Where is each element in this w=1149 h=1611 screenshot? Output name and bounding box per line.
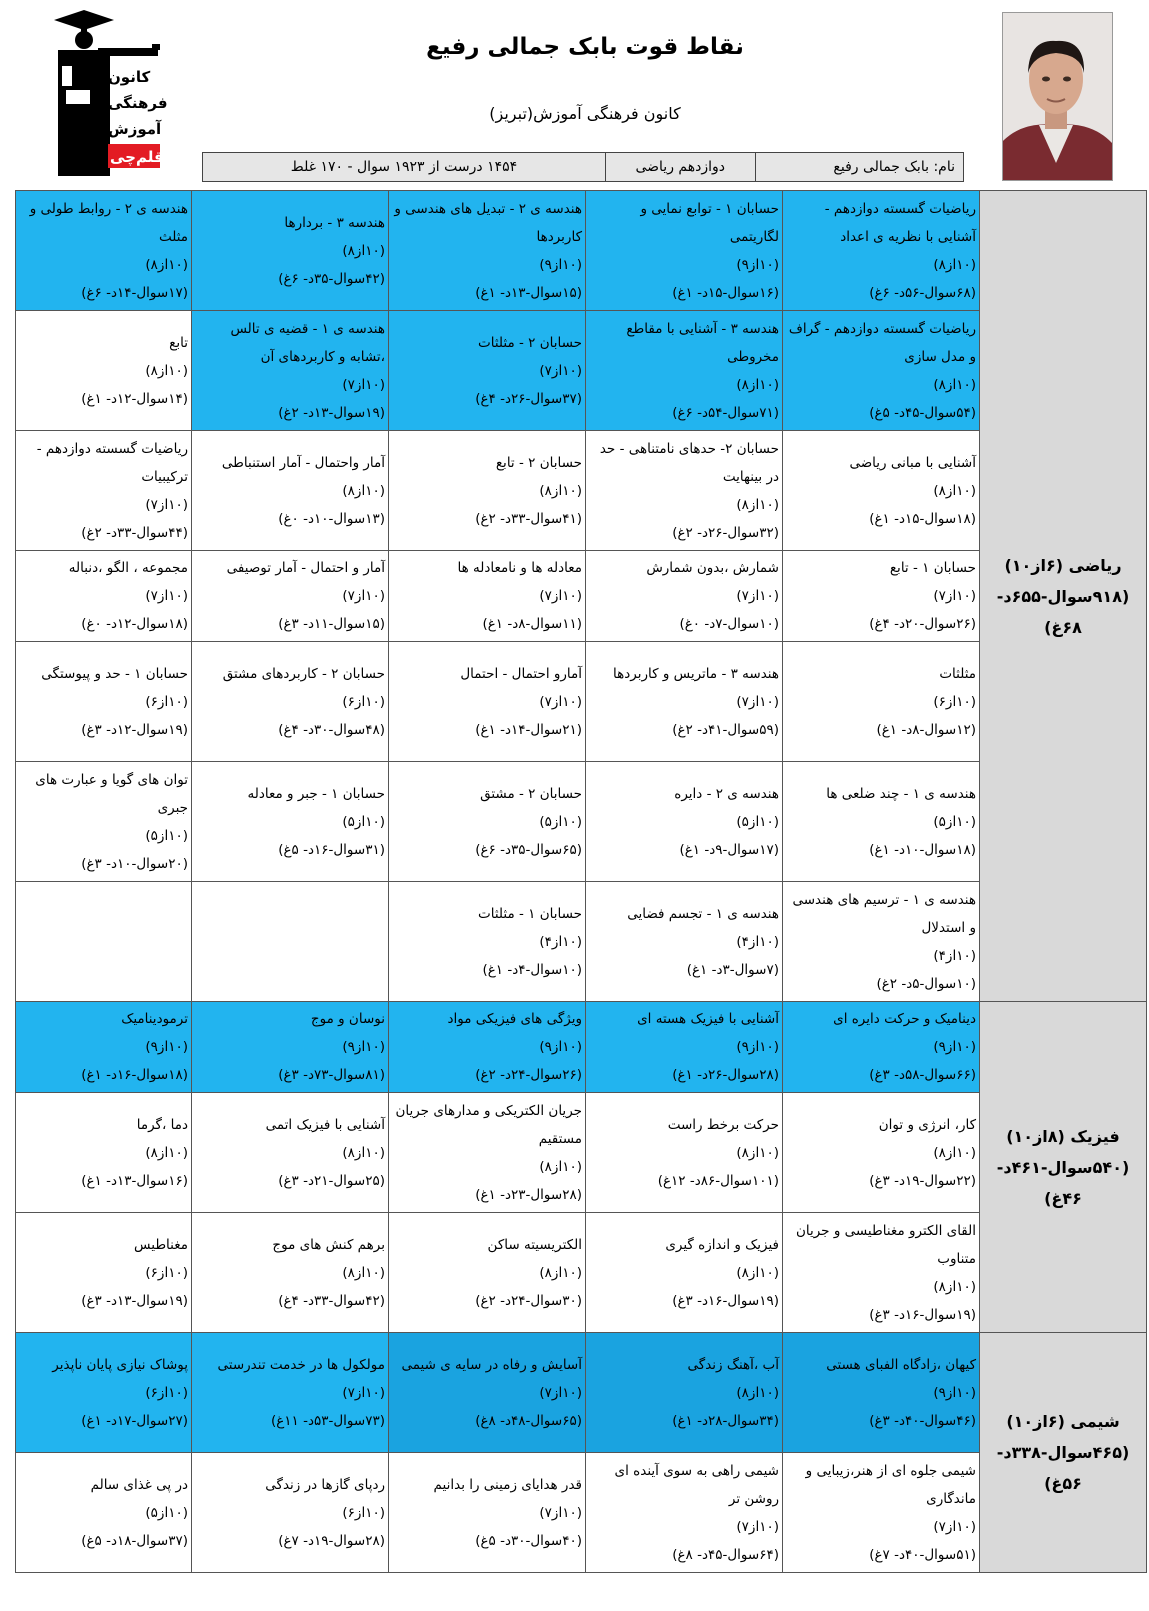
topic-cell [192, 551, 389, 642]
topic-counts: (۳۷سوال-۱۸د- ۵غ) [81, 1532, 188, 1549]
topic-counts: (۳۴سوال-۲۸د- ۱غ) [672, 1412, 779, 1429]
topic-counts: (۴۸سوال-۳۰د- ۴غ) [278, 721, 385, 738]
topic-counts: (۱۹سوال-۱۳د- ۲غ) [278, 404, 385, 421]
topic-score: (۱۰از۵) [145, 827, 188, 844]
report-title: نقاط قوت بابک جمالی رفیع [426, 34, 744, 60]
topic-score: (۱۰از۷) [736, 588, 779, 604]
table-row [16, 551, 1147, 642]
topic-score: (۱۰از۶) [145, 1384, 188, 1401]
topic-cell [389, 551, 586, 642]
topic-cell [389, 1213, 586, 1333]
topic-name: برهم کنش های موج [272, 1236, 385, 1253]
student-name: نام: بابک جمالی رفیع [755, 153, 963, 181]
topic-score: (۱۰از۸) [736, 496, 779, 513]
topic-cell [389, 191, 586, 311]
topic-counts: (۳۲سوال-۲۶د- ۲غ) [672, 524, 779, 541]
topic-cell [783, 1002, 980, 1093]
topic-name: نوسان و موج [310, 1011, 385, 1027]
topic-score: (۱۰از۹) [342, 1039, 385, 1055]
topic-score: (۱۰از۹) [933, 1384, 976, 1401]
topic-counts: (۷۳سوال-۵۳د- ۱۱غ) [270, 1412, 385, 1429]
topic-cell [16, 1002, 192, 1093]
topic-name: الکتریسیته ساکن [487, 1236, 582, 1253]
topic-name: هندسه ۳ - آشنایی با مقاطع مخروطی [626, 320, 779, 365]
topic-counts: (۸۱سوال-۷۳د- ۳غ) [278, 1067, 385, 1083]
topic-score: (۱۰از۸) [933, 256, 976, 273]
topic-cell [389, 642, 586, 762]
topic-counts: (۲۰سوال-۱۰د- ۳غ) [81, 855, 188, 872]
topic-name: حسابان ۲ - مثلثات [478, 334, 582, 351]
topic-name: آشنایی با فیزیک اتمی [265, 1116, 385, 1133]
strengths-table [16, 190, 1147, 1573]
topic-counts: (۱۰سوال-۷د- ۰غ) [679, 616, 779, 632]
topic-name: کار، انرژی و توان [878, 1116, 976, 1133]
topic-name: ریاضیات گسسته دوازدهم - گراف و مدل سازی [788, 320, 976, 365]
topic-counts: (۴۱سوال-۳۳د- ۲غ) [475, 510, 582, 527]
topic-cell [16, 551, 192, 642]
topic-cell [16, 191, 192, 311]
student-grade: دوازدهم ریاضی [605, 153, 755, 181]
topic-score: (۱۰از۶) [342, 1504, 385, 1521]
topic-name: هندسه ۳ - بردارها [284, 214, 385, 231]
topic-counts: (۲۸سوال-۱۹د- ۷غ) [278, 1532, 385, 1549]
topic-cell [389, 431, 586, 551]
topic-counts: (۵۱سوال-۴۰د- ۷غ) [869, 1546, 976, 1563]
table-row [16, 1213, 1147, 1333]
topic-cell [783, 431, 980, 551]
topic-score: (۱۰از۷) [342, 1384, 385, 1401]
topic-score: (۱۰از۸) [145, 1144, 188, 1161]
subject-cell: ریاضی (۶از۱۰) (۹۱۸سوال-۶۵۵د- ۶۸غ) [980, 191, 1147, 1002]
topic-score: (۱۰از۷) [539, 1384, 582, 1401]
topic-cell [16, 431, 192, 551]
topic-cell [389, 1093, 586, 1213]
topic-name: پوشاک نیازی پایان ناپذیر [52, 1356, 188, 1373]
topic-score: (۱۰از۷) [736, 693, 779, 710]
topic-counts: (۲۸سوال-۲۶د- ۱غ) [672, 1067, 779, 1083]
topic-score: (۱۰از۹) [539, 256, 582, 273]
topic-name: حسابان ۱ - حد و پیوستگی [41, 665, 188, 682]
topic-cell [192, 762, 389, 882]
topic-counts: (۶۴سوال-۴۵د- ۸غ) [672, 1546, 779, 1563]
topic-cell [192, 431, 389, 551]
topic-cell [192, 311, 389, 431]
topic-score: (۱۰از۹) [933, 1039, 976, 1055]
table-row [16, 642, 1147, 762]
topic-name: آسایش و رفاه در سایه ی شیمی [401, 1356, 582, 1373]
topic-cell [192, 1213, 389, 1333]
topic-score: (۱۰از۵) [736, 813, 779, 830]
topic-score: (۱۰از۸) [342, 1264, 385, 1281]
topic-counts: (۷سوال-۳د- ۱غ) [686, 961, 779, 978]
topic-score: (۱۰از۹) [539, 1039, 582, 1055]
topic-counts: (۴۲سوال-۳۳د- ۴غ) [278, 1292, 385, 1309]
topic-cell [16, 762, 192, 882]
topic-counts: (۶۶سوال-۵۸د- ۳غ) [869, 1067, 976, 1083]
topic-name: ویژگی های فیزیکی مواد [447, 1011, 582, 1027]
report-subtitle: کانون فرهنگی آموزش(تبریز) [489, 104, 681, 123]
topic-score: (۱۰از۷) [539, 1504, 582, 1521]
topic-cell [586, 882, 783, 1002]
topic-score: (۱۰از۷) [539, 693, 582, 710]
topic-name: هندسه ی ۲ - تبدیل های هندسی و کاربردها [394, 200, 582, 245]
topic-counts: (۱۸سوال-۱۶د- ۱غ) [81, 1067, 188, 1083]
topic-score: (۱۰از۴) [736, 933, 779, 950]
topic-score: (۱۰از۸) [736, 1264, 779, 1281]
topic-cell [192, 191, 389, 311]
topic-score: (۱۰از۶) [933, 693, 976, 710]
topic-cell [389, 882, 586, 1002]
topic-cell [192, 1333, 389, 1453]
topic-cell [586, 642, 783, 762]
topic-name: آب ،آهنگ زندگی [687, 1356, 779, 1373]
topic-cell [192, 1002, 389, 1093]
report-header [0, 0, 1149, 190]
topic-name: هندسه ی ۲ - روابط طولی و مثلث [29, 200, 188, 245]
topic-counts: (۱۵سوال-۱۳د- ۱غ) [475, 284, 582, 301]
topic-name: هندسه ی ۱ - قضیه ی تالس ،تشابه و کاربردهای آن [230, 320, 385, 365]
topic-name: حسابان ۱ - مثلثات [478, 905, 582, 922]
topic-score: (۱۰از۸) [342, 482, 385, 499]
topic-name: حسابان ۲ - مشتق [480, 785, 582, 802]
topic-score: (۱۰از۹) [145, 1039, 188, 1055]
topic-counts: (۳۰سوال-۲۴د- ۲غ) [475, 1292, 582, 1309]
topic-name: شیمی جلوه ای از هنر،زیبایی و ماندگاری [805, 1462, 976, 1507]
student-stats: ۱۴۵۴ درست از ۱۹۲۳ سوال - ۱۷۰ غلط [290, 159, 518, 175]
topic-name: در پی غذای سالم [90, 1476, 188, 1493]
topic-cell [586, 191, 783, 311]
logo-line-1: کانون [108, 68, 151, 86]
topic-cell [389, 1002, 586, 1093]
topic-cell [16, 1213, 192, 1333]
topic-cell [586, 551, 783, 642]
topic-name: حسابان ۲- حدهای نامتناهی - حد در بینهایت [599, 440, 779, 485]
topic-name: حسابان ۱ - تابع [889, 560, 976, 576]
topic-score: (۱۰از۸) [145, 362, 188, 379]
table-row [16, 1333, 1147, 1453]
subject-cell: شیمی (۶از۱۰) (۴۶۵سوال-۳۳۸د- ۵۶غ) [980, 1333, 1147, 1573]
topic-score: (۱۰از۸) [933, 1144, 976, 1161]
logo-line-2: فرهنگی [108, 94, 168, 112]
topic-name: جریان الکتریکی و مدارهای جریان مستقیم [395, 1102, 582, 1147]
topic-counts: (۲۲سوال-۱۹د- ۳غ) [869, 1172, 976, 1189]
topic-counts: (۲۶سوال-۲۰د- ۴غ) [869, 616, 976, 632]
topic-counts: (۲۵سوال-۲۱د- ۳غ) [278, 1172, 385, 1189]
logo-line-4: قلم‌چی [110, 148, 164, 166]
topic-score: (۱۰از۸) [736, 1384, 779, 1401]
topic-counts: (۱۰۱سوال-۸۶د- ۱۲غ) [657, 1172, 779, 1189]
topic-cell [192, 1453, 389, 1573]
topic-name: توان های گویا و عبارت های جبری [35, 771, 188, 816]
topic-name: آشنایی با مبانی ریاضی [849, 454, 976, 471]
topic-name: قدر هدایای زمینی را بدانیم [433, 1476, 582, 1493]
topic-cell [586, 762, 783, 882]
topic-name: آشنایی با فیزیک هسته ای [637, 1011, 779, 1027]
topic-cell [783, 551, 980, 642]
topic-cell [16, 882, 192, 1002]
topic-name: حسابان ۱ - جبر و معادله [247, 785, 385, 802]
topic-cell [783, 642, 980, 762]
topic-counts: (۷۱سوال-۵۴د- ۶غ) [672, 404, 779, 421]
table-row [16, 762, 1147, 882]
topic-name: هندسه ی ۲ - دایره [674, 785, 779, 802]
topic-counts: (۱۷سوال-۱۴د- ۶غ) [81, 284, 188, 301]
topic-counts: (۱۹سوال-۱۶د- ۳غ) [869, 1306, 976, 1323]
topic-counts: (۳۱سوال-۱۶د- ۵غ) [278, 841, 385, 858]
kanoon-logo [48, 10, 168, 180]
topic-cell [783, 311, 980, 431]
topic-counts: (۱۰سوال-۵د- ۲غ) [876, 975, 976, 992]
topic-counts: (۱۸سوال-۱۲د- ۰غ) [81, 616, 188, 632]
topic-cell [586, 311, 783, 431]
topic-score: (۱۰از۷) [145, 496, 188, 513]
topic-counts: (۱۹سوال-۱۲د- ۳غ) [81, 721, 188, 738]
topic-cell [16, 1093, 192, 1213]
topic-score: (۱۰از۵) [933, 813, 976, 830]
topic-name: حسابان ۲ - کاربردهای مشتق [222, 665, 385, 682]
topic-name: مثلثات [939, 665, 976, 682]
topic-name: آمار و احتمال - آمار توصیفی [226, 560, 385, 576]
topic-score: (۱۰از۷) [342, 588, 385, 604]
topic-score: (۱۰از۷) [342, 376, 385, 393]
topic-score: (۱۰از۸) [933, 482, 976, 499]
topic-score: (۱۰از۸) [539, 1158, 582, 1175]
topic-name: حرکت برخط راست [667, 1116, 779, 1133]
topic-name: القای الکترو مغناطیسی و جریان متناوب [795, 1222, 976, 1267]
topic-cell [783, 1093, 980, 1213]
topic-score: (۱۰از۵) [342, 813, 385, 830]
topic-cell [783, 1453, 980, 1573]
topic-score: (۱۰از۸) [145, 256, 188, 273]
table-row [16, 311, 1147, 431]
topic-score: (۱۰از۵) [145, 1504, 188, 1521]
subject-cell: فیزیک (۸از۱۰) (۵۴۰سوال-۴۶۱د- ۴۶غ) [980, 1002, 1147, 1333]
topic-score: (۱۰از۶) [342, 693, 385, 710]
topic-name: دما ،گرما [136, 1116, 188, 1133]
topic-cell [783, 1333, 980, 1453]
topic-cell [192, 882, 389, 1002]
topic-cell [16, 1333, 192, 1453]
table-row [16, 1093, 1147, 1213]
topic-cell [586, 1333, 783, 1453]
topic-name: هندسه ی ۱ - ترسیم های هندسی و استدلال [792, 891, 976, 936]
topic-name: حسابان ۲ - تابع [495, 454, 582, 471]
topic-counts: (۴۰سوال-۳۰د- ۵غ) [475, 1532, 582, 1549]
topic-cell [783, 762, 980, 882]
topic-name: هندسه ی ۱ - چند ضلعی ها [826, 785, 976, 802]
table-row [16, 1002, 1147, 1093]
topic-name: ردپای گازها در زندگی [265, 1476, 385, 1493]
topic-score: (۱۰از۶) [145, 693, 188, 710]
topic-cell [586, 431, 783, 551]
topic-name: کیهان ،زادگاه الفبای هستی [826, 1356, 976, 1373]
topic-score: (۱۰از۸) [342, 242, 385, 259]
topic-name: آمار واحتمال - آمار استنباطی [221, 454, 385, 471]
topic-score: (۱۰از۶) [145, 1264, 188, 1281]
topic-cell [783, 882, 980, 1002]
topic-name: مولکول ها در خدمت تندرستی [217, 1356, 385, 1373]
topic-counts: (۱۳سوال-۱۰د- ۰غ) [278, 510, 385, 527]
topic-score: (۱۰از۷) [933, 588, 976, 604]
topic-cell [389, 762, 586, 882]
student-photo [1002, 12, 1113, 181]
topic-name: آمارو احتمال - احتمال [460, 665, 582, 682]
topic-cell [783, 1213, 980, 1333]
topic-name: مغناطیس [134, 1236, 188, 1253]
topic-counts: (۱۶سوال-۱۳د- ۱غ) [81, 1172, 188, 1189]
topic-counts: (۱۹سوال-۱۳د- ۳غ) [81, 1292, 188, 1309]
topic-cell [586, 1213, 783, 1333]
topic-counts: (۶۸سوال-۵۶د- ۶غ) [869, 284, 976, 301]
student-info-bar [202, 152, 964, 182]
topic-score: (۱۰از۴) [933, 947, 976, 964]
topic-score: (۱۰از۵) [539, 813, 582, 830]
topic-name: مجموعه ، الگو ،دنباله [68, 560, 188, 576]
topic-name: دینامیک و حرکت دایره ای [833, 1011, 976, 1027]
topic-counts: (۲۸سوال-۲۳د- ۱غ) [475, 1186, 582, 1203]
topic-name: شیمی راهی به سوی آینده ای روشن تر [614, 1462, 779, 1507]
table-row [16, 431, 1147, 551]
topic-score: (۱۰از۸) [539, 482, 582, 499]
topic-cell [389, 311, 586, 431]
table-row [16, 882, 1147, 1002]
topic-name: معادله ها و نامعادله ها [457, 560, 582, 576]
topic-cell [16, 1453, 192, 1573]
topic-counts: (۱۹سوال-۱۶د- ۳غ) [672, 1292, 779, 1309]
topic-score: (۱۰از۹) [736, 256, 779, 273]
topic-cell [783, 191, 980, 311]
topic-cell [389, 1333, 586, 1453]
topic-counts: (۱۱سوال-۸د- ۱غ) [482, 616, 582, 632]
table-row [16, 191, 1147, 311]
topic-score: (۱۰از۷) [539, 588, 582, 604]
topic-counts: (۱۸سوال-۱۵د- ۱غ) [869, 510, 976, 527]
topic-counts: (۱۲سوال-۸د- ۱غ) [876, 721, 976, 738]
topic-counts: (۱۸سوال-۱۰د- ۱غ) [869, 841, 976, 858]
topic-name: هندسه ی ۱ - تجسم فضایی [627, 905, 779, 922]
topic-counts: (۶۵سوال-۴۸د- ۸غ) [475, 1412, 582, 1429]
logo-line-3: آموزش [108, 120, 162, 138]
topic-counts: (۱۵سوال-۱۱د- ۳غ) [278, 616, 385, 632]
topic-score: (۱۰از۸) [736, 376, 779, 393]
topic-name: ترمودینامیک [121, 1011, 188, 1027]
topic-counts: (۵۴سوال-۴۵د- ۵غ) [869, 404, 976, 421]
topic-score: (۱۰از۷) [145, 588, 188, 604]
topic-name: هندسه ۳ - ماتریس و کاربردها [613, 665, 779, 682]
topic-score: (۱۰از۸) [933, 376, 976, 393]
topic-cell [192, 1093, 389, 1213]
topic-counts: (۲۷سوال-۱۷د- ۱غ) [81, 1412, 188, 1429]
table-row [16, 1453, 1147, 1573]
topic-name: شمارش ،بدون شمارش [646, 560, 779, 576]
topic-cell [389, 1453, 586, 1573]
topic-score: (۱۰از۴) [539, 933, 582, 950]
topic-counts: (۴۶سوال-۴۰د- ۳غ) [869, 1412, 976, 1429]
topic-name: ریاضیات گسسته دوازدهم - آشنایی با نظریه ی اعداد [824, 200, 976, 245]
topic-score: (۱۰از۷) [933, 1518, 976, 1535]
topic-counts: (۳۷سوال-۲۶د- ۴غ) [475, 390, 582, 407]
topic-counts: (۵۹سوال-۴۱د- ۲غ) [672, 721, 779, 738]
topic-counts: (۱۶سوال-۱۵د- ۱غ) [672, 284, 779, 301]
topic-name: تابع [169, 334, 188, 351]
topic-cell [586, 1453, 783, 1573]
topic-counts: (۶۵سوال-۳۵د- ۶غ) [475, 841, 582, 858]
topic-score: (۱۰از۷) [539, 362, 582, 379]
topic-counts: (۲۱سوال-۱۴د- ۱غ) [475, 721, 582, 738]
topic-score: (۱۰از۹) [736, 1039, 779, 1055]
topic-score: (۱۰از۸) [933, 1278, 976, 1295]
topic-counts: (۱۰سوال-۴د- ۱غ) [482, 961, 582, 978]
topic-cell [586, 1093, 783, 1213]
topic-counts: (۱۷سوال-۹د- ۱غ) [679, 841, 779, 858]
topic-score: (۱۰از۸) [539, 1264, 582, 1281]
topic-cell [586, 1002, 783, 1093]
topic-cell [192, 642, 389, 762]
topic-name: فیزیک و اندازه گیری [665, 1236, 779, 1253]
topic-cell [16, 311, 192, 431]
topic-name: ریاضیات گسسته دوازدهم - ترکیبیات [36, 440, 188, 485]
topic-score: (۱۰از۷) [736, 1518, 779, 1535]
topic-score: (۱۰از۸) [736, 1144, 779, 1161]
topic-counts: (۴۴سوال-۳۳د- ۲غ) [81, 524, 188, 541]
topic-counts: (۱۴سوال-۱۲د- ۱غ) [81, 390, 188, 407]
topic-score: (۱۰از۸) [342, 1144, 385, 1161]
topic-counts: (۲۶سوال-۲۴د- ۲غ) [475, 1067, 582, 1083]
topic-name: حسابان ۱ - توابع نمایی و لگاریتمی [640, 200, 779, 245]
topic-counts: (۴۲سوال-۳۵د- ۶غ) [278, 270, 385, 287]
topic-cell [16, 642, 192, 762]
